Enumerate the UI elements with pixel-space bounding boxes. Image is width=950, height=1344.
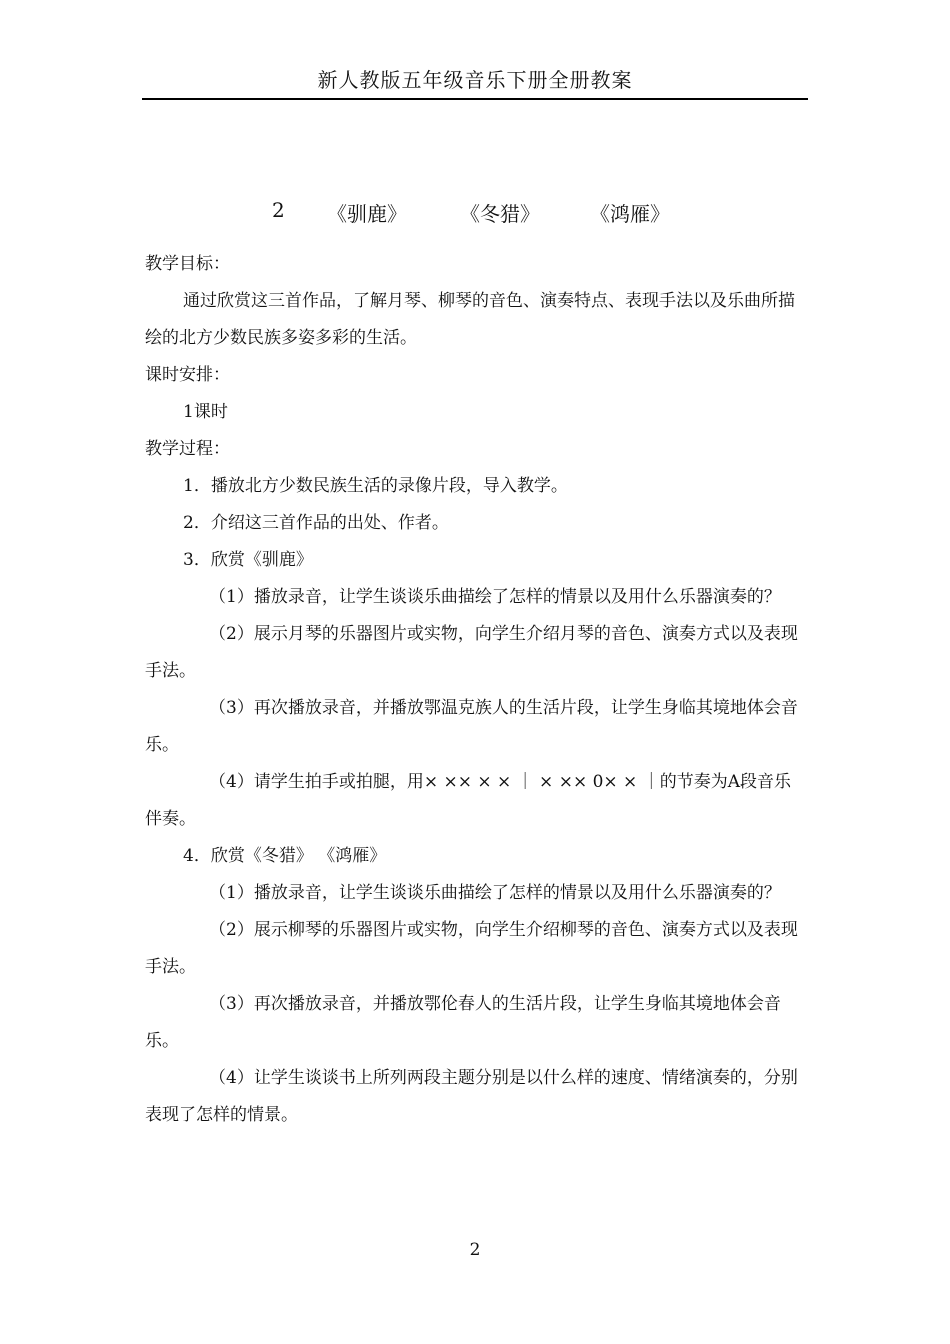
- lesson-number: 2: [272, 198, 285, 222]
- process-step-2: 2．介绍这三首作品的出处、作者。: [183, 513, 449, 533]
- page-number: 2: [469, 1240, 481, 1260]
- lesson-body: [145, 246, 805, 1134]
- step3-item-1: （1）播放录音，让学生谈谈乐曲描绘了怎样的情景以及用什么乐器演奏的？: [209, 587, 781, 607]
- lesson-piece-2: 《冬猎》: [460, 202, 540, 226]
- process-step-1: 1．播放北方少数民族生活的录像片段，导入教学。: [183, 476, 568, 496]
- step3-item-4: （4）请学生拍手或拍腿，用× ×× × × ｜ × ×× 0× × ｜的节奏为A段音乐伴奏。: [145, 772, 791, 829]
- lesson-piece-1: 《驯鹿》: [327, 202, 407, 226]
- schedule-text: 1课时: [183, 402, 228, 422]
- page-header-title: 新人教版五年级音乐下册全册教案: [317, 68, 633, 92]
- step3-item-3: （3）再次播放录音，并播放鄂温克族人的生活片段，让学生身临其境地体会音乐。: [145, 698, 798, 755]
- process-heading: 教学过程：: [145, 439, 230, 459]
- step3-item-2: （2）展示月琴的乐器图片或实物，向学生介绍月琴的音色、演奏方式以及表现手法。: [145, 624, 798, 681]
- goals-text: 通过欣赏这三首作品，了解月琴、柳琴的音色、演奏特点、表现手法以及乐曲所描绘的北方少数民族多姿多彩的生活。: [145, 291, 795, 348]
- step4-item-1: （1）播放录音，让学生谈谈乐曲描绘了怎样的情景以及用什么乐器演奏的？: [209, 883, 781, 903]
- step4-item-4: （4）让学生谈谈书上所列两段主题分别是以什么样的速度、情绪演奏的，分别表现了怎样的情景。: [145, 1068, 798, 1125]
- lesson-title: [142, 198, 808, 228]
- lesson-piece-3: 《鸿雁》: [590, 202, 670, 226]
- step4-item-3: （3）再次播放录音，并播放鄂伦春人的生活片段，让学生身临其境地体会音乐。: [145, 994, 781, 1051]
- header-divider: [142, 98, 808, 100]
- process-step-3: 3．欣赏《驯鹿》: [183, 550, 313, 570]
- process-step-4: 4．欣赏《冬猎》 《鸿雁》: [183, 846, 387, 866]
- goals-heading: 教学目标：: [145, 254, 230, 274]
- schedule-heading: 课时安排：: [145, 365, 230, 385]
- step4-item-2: （2）展示柳琴的乐器图片或实物，向学生介绍柳琴的音色、演奏方式以及表现手法。: [145, 920, 798, 977]
